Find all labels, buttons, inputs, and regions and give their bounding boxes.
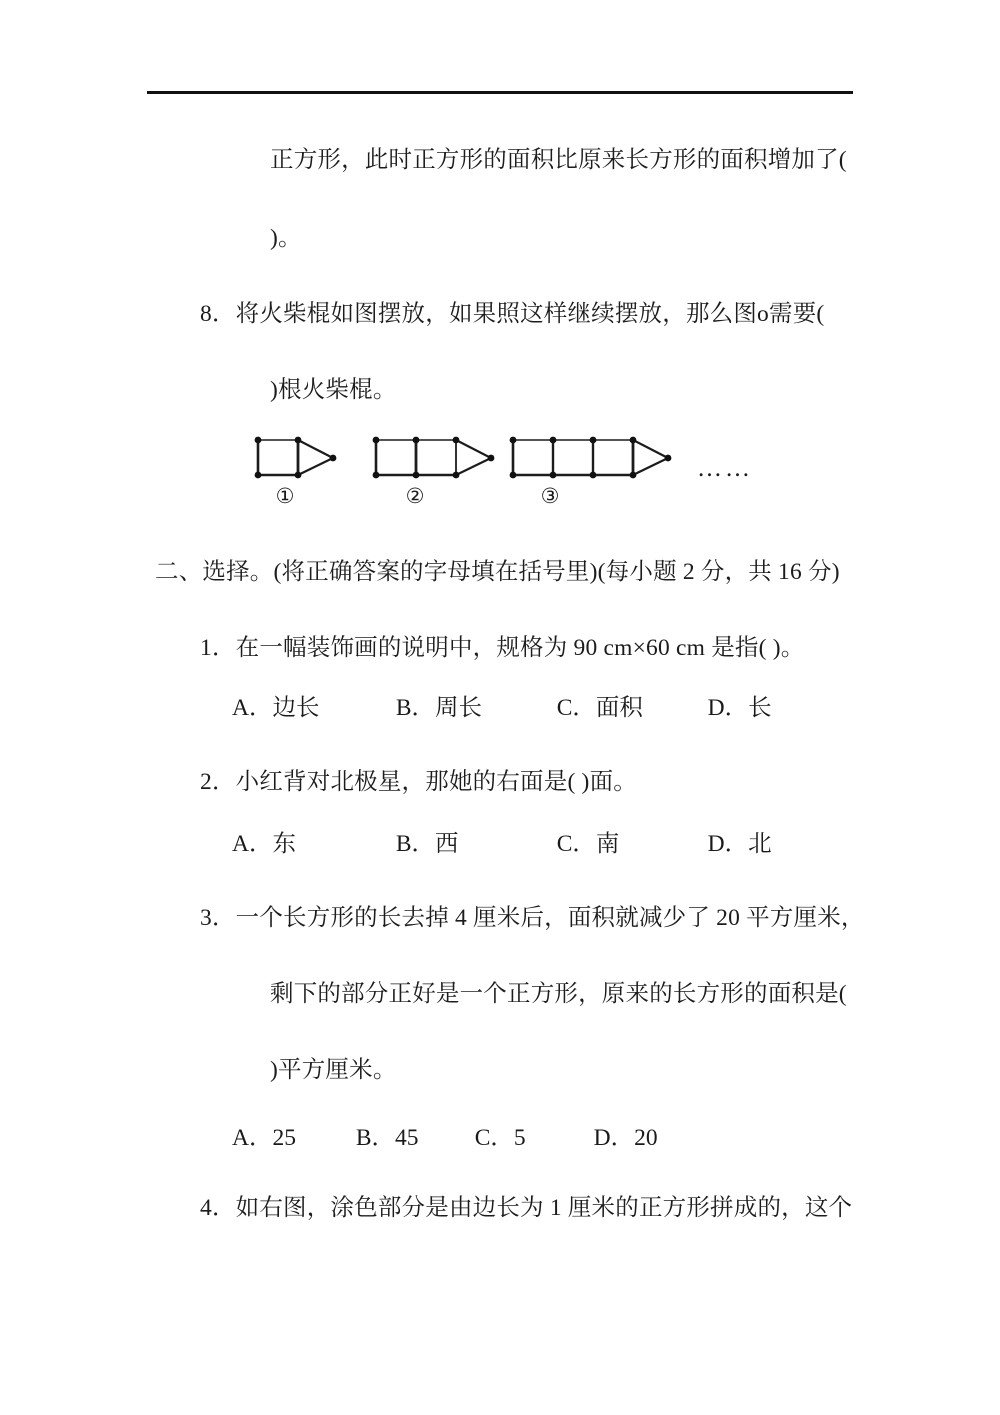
question8-line1: 8．将火柴棍如图摆放，如果照这样继续摆放，那么图o需要( bbox=[200, 301, 825, 327]
matchstick-figure-3-graphic bbox=[505, 432, 685, 492]
option-3-a[interactable]: A．25 bbox=[232, 1125, 296, 1151]
choice-question-3-line2: 剩下的部分正好是一个正方形，原来的长方形的面积是( bbox=[270, 981, 847, 1007]
choice-question-3-options bbox=[232, 1118, 658, 1152]
option-3-d[interactable]: D．20 bbox=[593, 1125, 658, 1151]
header-rule bbox=[147, 91, 853, 94]
option-2-a[interactable]: A．东 bbox=[232, 831, 296, 857]
option-1-d[interactable]: D．长 bbox=[707, 695, 772, 721]
matchstick-figure bbox=[0, 425, 1000, 525]
option-1-c[interactable]: C．面积 bbox=[556, 695, 643, 721]
matchstick-figure-2-caption: ② bbox=[405, 484, 425, 508]
question7-continued-line1: 正方形，此时正方形的面积比原来长方形的面积增加了( bbox=[270, 147, 847, 173]
option-2-c[interactable]: C．南 bbox=[556, 831, 620, 857]
choice-question-2-options bbox=[232, 824, 772, 858]
choice-question-3-line1: 3．一个长方形的长去掉 4 厘米后，面积就减少了 20 平方厘米， bbox=[200, 905, 865, 931]
choice-question-1-options bbox=[232, 688, 772, 722]
option-3-c[interactable]: C．5 bbox=[474, 1125, 526, 1151]
matchstick-figure-3-caption: ③ bbox=[540, 484, 560, 508]
matchstick-figure-1-caption: ① bbox=[275, 484, 295, 508]
question8-line2: )根火柴棍。 bbox=[270, 377, 397, 403]
matchstick-figure-1-graphic bbox=[250, 432, 350, 492]
figure-ellipsis: …… bbox=[697, 455, 753, 482]
matchstick-figure-2-graphic bbox=[368, 432, 508, 492]
option-2-b[interactable]: B．西 bbox=[395, 831, 459, 857]
choice-question-2-line1: 2．小红背对北极星，那她的右面是( )面。 bbox=[200, 769, 637, 795]
option-1-b[interactable]: B．周长 bbox=[395, 695, 483, 721]
choice-question-3-line3: )平方厘米。 bbox=[270, 1057, 397, 1083]
question7-continued-line2: )。 bbox=[270, 225, 302, 251]
option-2-d[interactable]: D．北 bbox=[707, 831, 772, 857]
choice-question-4-line1: 4．如右图，涂色部分是由边长为 1 厘米的正方形拼成的，这个 bbox=[200, 1195, 853, 1221]
option-3-b[interactable]: B．45 bbox=[355, 1125, 419, 1151]
choice-question-1-line1: 1．在一幅装饰画的说明中，规格为 90 cm×60 cm 是指( )。 bbox=[200, 635, 805, 661]
option-1-a[interactable]: A．边长 bbox=[232, 695, 320, 721]
section-heading-2: 二、选择。(将正确答案的字母填在括号里)(每小题 2 分，共 16 分) bbox=[155, 559, 840, 585]
